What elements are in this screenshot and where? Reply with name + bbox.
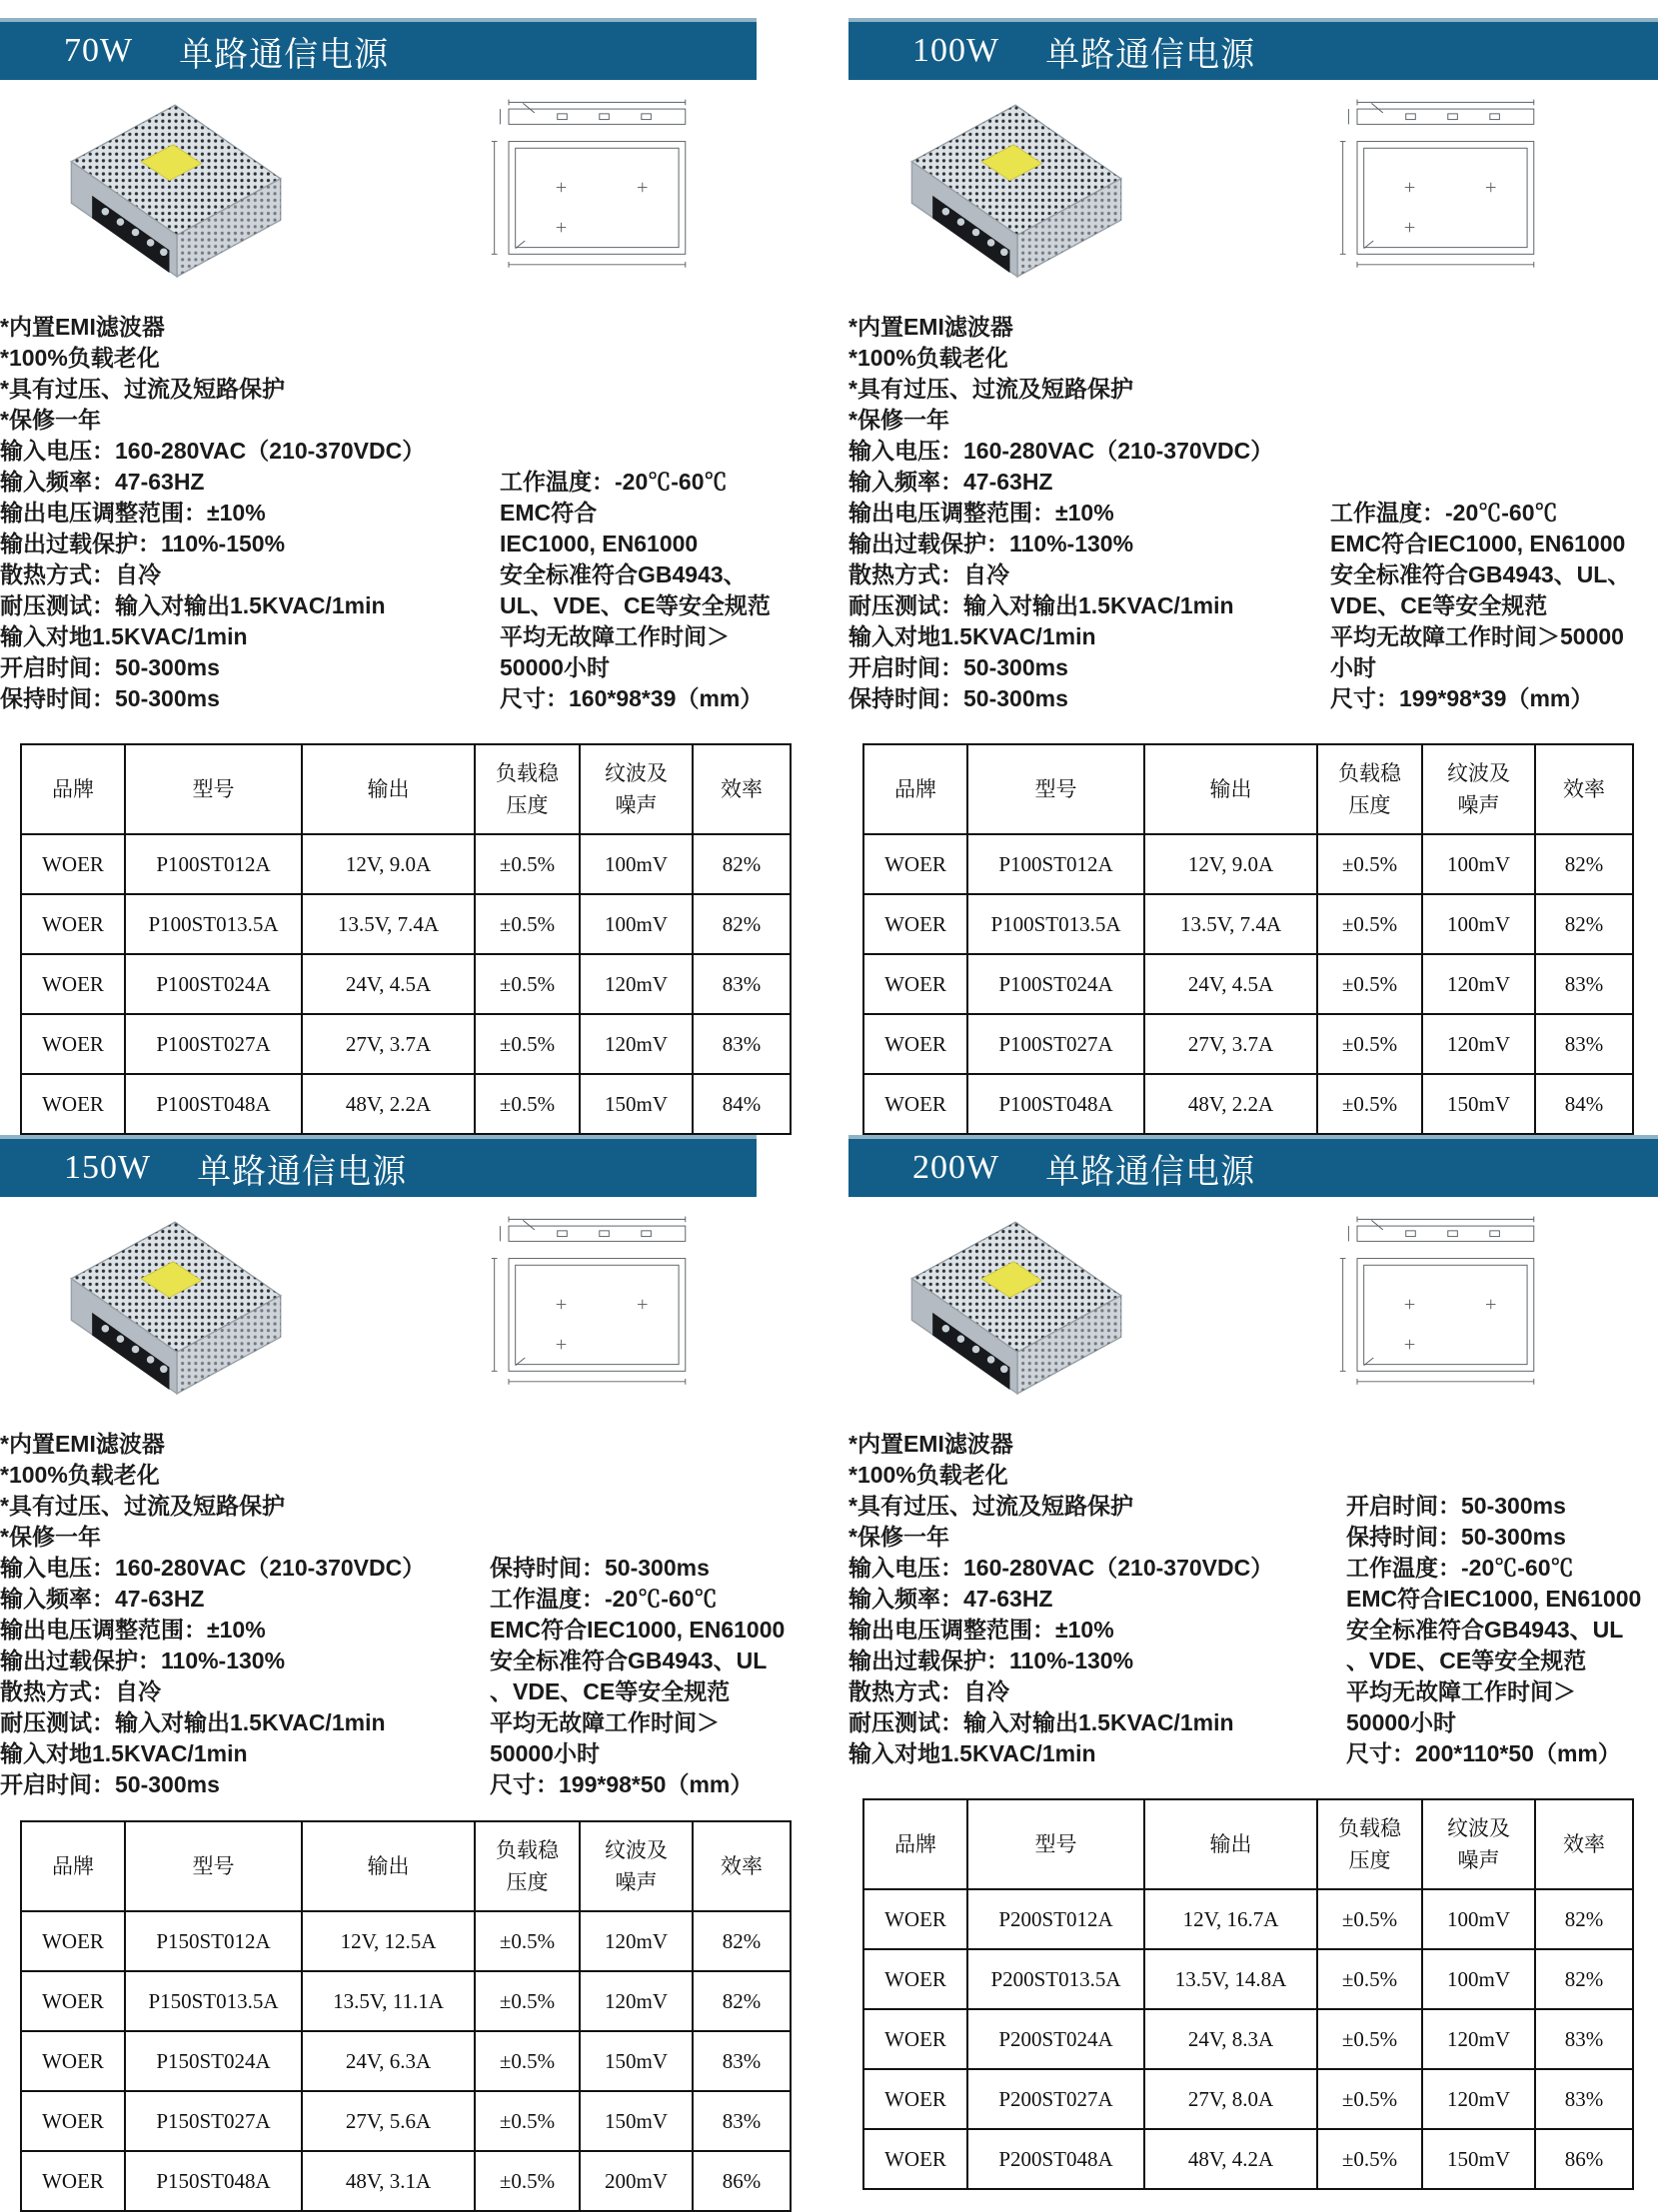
table-cell: P100ST012A [125,834,302,894]
section-title: 单路通信电源 [1045,1153,1256,1191]
spec-line: 输入电压：160-280VAC（210-370VDC） [848,438,1274,464]
table-cell: ±0.5% [475,1074,580,1134]
spec-line: 输出电压调整范围：±10% [848,500,1114,526]
table-cell: ±0.5% [1317,894,1422,954]
spec-line: 输出电压调整范围：±10% [848,1617,1114,1643]
spec-line: 50000小时 [500,654,610,680]
table-cell: ±0.5% [1317,2009,1422,2069]
table-row [863,2129,1633,2189]
spec-table [862,1798,1634,2190]
table-cell: WOER [863,1949,967,2009]
table-cell: 120mV [1422,2069,1535,2129]
feature-line: *100%负载老化 [0,1462,160,1488]
table-row [863,894,1633,954]
section-200w [848,1135,1658,2212]
spec-line: 输出电压调整范围：±10% [0,1617,266,1643]
product-photo [886,1209,1148,1407]
table-cell: 100mV [1422,1889,1535,1949]
table-cell: 24V, 4.5A [1144,954,1317,1014]
table-cell: 27V, 3.7A [1144,1014,1317,1074]
media-row [0,1209,810,1421]
spec-line: 开启时间：50-300ms [0,654,220,680]
feature-line: *具有过压、过流及短路保护 [0,1493,285,1519]
table-cell: 120mV [1422,954,1535,1014]
column-header: 品牌 [21,1821,125,1911]
spec-line: 平均无故障工作时间＞ [1346,1678,1576,1704]
table-header-row [21,1821,791,1911]
table-cell: WOER [21,2151,125,2211]
media-row [0,92,810,304]
spec-column-right [1346,1491,1641,1769]
table-cell: 24V, 4.5A [302,954,475,1014]
spec-line: 开启时间：50-300ms [0,1771,220,1797]
table-cell: P100ST027A [967,1014,1144,1074]
spec-line: 平均无故障工作时间＞ [500,623,730,649]
table-cell: 48V, 2.2A [302,1074,475,1134]
media-row [848,1209,1658,1421]
table-cell: P150ST012A [125,1911,302,1971]
column-header: 型号 [125,1821,302,1911]
product-photo [46,92,308,290]
table-cell: 120mV [580,1971,693,2031]
spec-line: 输出过载保护：110%-130% [0,1648,286,1673]
table-header-row [863,744,1633,834]
column-header: 纹波及噪声 [580,1821,693,1911]
table-cell: 24V, 6.3A [302,2031,475,2091]
table-cell: ±0.5% [475,1014,580,1074]
table-cell: 82% [693,894,791,954]
spec-line: 散热方式：自冷 [848,561,1009,587]
feature-line: *具有过压、过流及短路保护 [848,376,1133,402]
table-cell: 83% [1535,1014,1633,1074]
spec-line: VDE、CE等安全规范 [1330,592,1548,618]
section-wattage: 100W [912,32,1000,69]
feature-line: *内置EMI滤波器 [0,1431,165,1457]
feature-line: *100%负载老化 [848,1462,1008,1488]
table-cell: ±0.5% [1317,2129,1422,2189]
dimension-drawing [466,92,724,280]
spec-line: 安全标准符合GB4943、UL [1346,1617,1624,1643]
table-cell: 120mV [1422,2009,1535,2069]
column-header: 输出 [1144,744,1317,834]
table-cell: P150ST024A [125,2031,302,2091]
feature-line: *保修一年 [848,1524,949,1550]
spec-line: 、VDE、CE等安全规范 [490,1678,731,1704]
spec-line: 保持时间：50-300ms [490,1555,710,1581]
table-cell: ±0.5% [475,2151,580,2211]
table-cell: 48V, 2.2A [1144,1074,1317,1134]
column-header: 品牌 [21,744,125,834]
spec-line: 小时 [1330,654,1376,680]
table-cell: WOER [21,1014,125,1074]
table-cell: 27V, 5.6A [302,2091,475,2151]
spec-line: 耐压测试：输入对输出1.5KVAC/1min [848,592,1234,618]
spec-block [0,1429,810,1802]
section-title: 单路通信电源 [197,1153,408,1191]
table-row [863,954,1633,1014]
feature-line: *具有过压、过流及短路保护 [0,376,285,402]
table-cell: 83% [1535,2009,1633,2069]
spec-line: EMC符合IEC1000, EN61000 [1330,531,1626,556]
spec-line: 工作温度：-20℃-60℃ [500,469,728,495]
table-cell: ±0.5% [1317,1949,1422,2009]
table-cell: WOER [21,2031,125,2091]
column-header: 品牌 [863,1799,967,1889]
table-cell: ±0.5% [475,954,580,1014]
table-cell: P150ST027A [125,2091,302,2151]
spec-table [862,743,1634,1135]
table-row [863,834,1633,894]
table-cell: 12V, 16.7A [1144,1889,1317,1949]
section-150w [0,1135,810,2212]
table-cell: 84% [1535,1074,1633,1134]
feature-list [0,312,810,436]
section-header [848,1135,1658,1197]
spec-line: 保持时间：50-300ms [848,685,1068,711]
spec-line: 平均无故障工作时间＞50000 [1330,623,1624,649]
spec-line: 输入频率：47-63HZ [0,469,205,495]
section-wattage: 70W [64,32,134,69]
table-cell: 83% [1535,2069,1633,2129]
media-row [848,92,1658,304]
spec-table [20,743,792,1135]
column-header: 型号 [125,744,302,834]
table-cell: 27V, 3.7A [302,1014,475,1074]
table-cell: 83% [693,2091,791,2151]
spec-line: 开启时间：50-300ms [1346,1493,1566,1519]
column-header: 负载稳压度 [475,744,580,834]
feature-line: *100%负载老化 [0,345,160,371]
table-row [863,1014,1633,1074]
table-cell: 200mV [580,2151,693,2211]
spec-line: 尺寸：200*110*50（mm） [1346,1740,1621,1766]
table-row [21,2091,791,2151]
spec-line: EMC符合 [500,500,598,526]
spec-line: UL、VDE、CE等安全规范 [500,592,771,618]
table-cell: ±0.5% [1317,1889,1422,1949]
spec-line: 输入频率：47-63HZ [0,1586,205,1612]
spec-line: 输出电压调整范围：±10% [0,500,266,526]
spec-line: 输入对地1.5KVAC/1min [848,1740,1096,1766]
table-cell: 150mV [580,1074,693,1134]
spec-line: EMC符合IEC1000, EN61000 [1346,1586,1642,1612]
table-cell: 12V, 9.0A [1144,834,1317,894]
column-header: 型号 [967,744,1144,834]
column-header: 输出 [1144,1799,1317,1889]
table-cell: P150ST013.5A [125,1971,302,2031]
table-cell: P100ST048A [125,1074,302,1134]
table-cell: P100ST024A [125,954,302,1014]
table-row [863,2009,1633,2069]
dimension-drawing [1314,1209,1572,1397]
spec-line: 散热方式：自冷 [0,1678,161,1704]
spec-line: 输入对地1.5KVAC/1min [0,623,248,649]
table-row [863,1949,1633,2009]
spec-line: 平均无故障工作时间＞ [490,1709,720,1735]
table-cell: 86% [693,2151,791,2211]
table-cell: 100mV [1422,894,1535,954]
table-header-row [21,744,791,834]
feature-line: *保修一年 [0,407,101,433]
section-wattage: 200W [912,1149,1000,1186]
spec-block [848,1429,1658,1770]
table-cell: WOER [863,1014,967,1074]
table-cell: 82% [1535,1889,1633,1949]
table-cell: 12V, 9.0A [302,834,475,894]
table-cell: 150mV [1422,2129,1535,2189]
column-header: 效率 [1535,1799,1633,1889]
table-cell: 13.5V, 14.8A [1144,1949,1317,2009]
table-row [21,1074,791,1134]
table-cell: WOER [21,1074,125,1134]
spec-line: 开启时间：50-300ms [848,654,1068,680]
spec-column-right [490,1553,785,1800]
table-cell: 120mV [580,954,693,1014]
table-cell: P100ST013.5A [967,894,1144,954]
column-header: 负载稳压度 [1317,1799,1422,1889]
column-header: 负载稳压度 [475,1821,580,1911]
table-cell: P100ST013.5A [125,894,302,954]
spec-line: 工作温度：-20℃-60℃ [1346,1555,1574,1581]
table-cell: P200ST048A [967,2129,1144,2189]
table-cell: 120mV [580,1014,693,1074]
table-row [21,834,791,894]
table-cell: 150mV [1422,1074,1535,1134]
table-cell: 48V, 3.1A [302,2151,475,2211]
spec-line: 安全标准符合GB4943、UL [490,1648,768,1673]
section-header [0,18,757,80]
spec-block [0,312,810,715]
table-cell: 150mV [580,2091,693,2151]
table-cell: 100mV [1422,834,1535,894]
table-cell: 13.5V, 7.4A [302,894,475,954]
spec-line: 、VDE、CE等安全规范 [1346,1648,1587,1673]
table-cell: 100mV [1422,1949,1535,2009]
table-cell: P100ST024A [967,954,1144,1014]
feature-line: *保修一年 [848,407,949,433]
dimension-drawing [1314,92,1572,280]
feature-line: *具有过压、过流及短路保护 [848,1493,1133,1519]
spec-line: 安全标准符合GB4943、UL、 [1330,561,1631,587]
table-cell: 13.5V, 7.4A [1144,894,1317,954]
spec-line: 50000小时 [490,1740,600,1766]
table-cell: WOER [863,834,967,894]
table-cell: 100mV [580,834,693,894]
table-cell: ±0.5% [475,2031,580,2091]
table-cell: WOER [21,2091,125,2151]
table-cell: 83% [693,954,791,1014]
column-header: 纹波及噪声 [1422,744,1535,834]
spec-column-right [1330,498,1630,714]
spec-block [848,312,1658,715]
feature-line: *100%负载老化 [848,345,1008,371]
spec-line: 输入频率：47-63HZ [848,1586,1053,1612]
table-cell: P100ST048A [967,1074,1144,1134]
table-cell: 12V, 12.5A [302,1911,475,1971]
table-cell: ±0.5% [475,2091,580,2151]
feature-line: *内置EMI滤波器 [848,1431,1013,1457]
spec-line: 输出过载保护：110%-150% [0,531,286,556]
table-cell: 82% [693,1911,791,1971]
table-cell: WOER [863,1889,967,1949]
table-cell: 86% [1535,2129,1633,2189]
table-cell: 83% [693,1014,791,1074]
table-row [21,1971,791,2031]
section-header [848,18,1658,80]
table-cell: WOER [863,2069,967,2129]
spec-line: 耐压测试：输入对输出1.5KVAC/1min [0,592,386,618]
spec-line: 工作温度：-20℃-60℃ [1330,500,1558,526]
spec-line: 输入对地1.5KVAC/1min [848,623,1096,649]
spec-column-right [500,467,771,714]
table-cell: 83% [693,2031,791,2091]
column-header: 效率 [693,744,791,834]
feature-line: *内置EMI滤波器 [848,314,1013,340]
feature-list [848,312,1658,436]
table-cell: P100ST012A [967,834,1144,894]
column-header: 纹波及噪声 [1422,1799,1535,1889]
table-cell: WOER [21,954,125,1014]
spec-line: 保持时间：50-300ms [1346,1524,1566,1550]
table-cell: ±0.5% [475,1971,580,2031]
spec-line: 尺寸：199*98*50（mm） [490,1771,754,1797]
table-cell: WOER [21,1971,125,2031]
column-header: 输出 [302,744,475,834]
spec-line: 输入电压：160-280VAC（210-370VDC） [0,438,426,464]
spec-line: IEC1000, EN61000 [500,531,699,556]
table-cell: WOER [863,954,967,1014]
section-header [0,1135,757,1197]
table-cell: P200ST012A [967,1889,1144,1949]
table-cell: 82% [693,1971,791,2031]
spec-line: 输入频率：47-63HZ [848,469,1053,495]
table-cell: 83% [1535,954,1633,1014]
spec-line: 尺寸：160*98*39（mm） [500,685,764,711]
spec-line: EMC符合IEC1000, EN61000 [490,1617,786,1643]
table-cell: P200ST027A [967,2069,1144,2129]
table-cell: P100ST027A [125,1014,302,1074]
table-cell: 82% [693,834,791,894]
table-cell: ±0.5% [475,894,580,954]
table-cell: 100mV [580,894,693,954]
dimension-drawing [466,1209,724,1397]
table-cell: WOER [21,834,125,894]
table-cell: 120mV [1422,1014,1535,1074]
column-header: 纹波及噪声 [580,744,693,834]
spec-line: 耐压测试：输入对输出1.5KVAC/1min [848,1709,1234,1735]
table-cell: 82% [1535,834,1633,894]
table-row [863,2069,1633,2129]
table-cell: WOER [863,1074,967,1134]
table-header-row [863,1799,1633,1889]
table-cell: 48V, 4.2A [1144,2129,1317,2189]
column-header: 品牌 [863,744,967,834]
section-70w [0,18,810,1135]
table-cell: ±0.5% [475,1911,580,1971]
section-wattage: 150W [64,1149,152,1186]
table-cell: WOER [863,2129,967,2189]
table-row [21,1014,791,1074]
table-cell: P200ST024A [967,2009,1144,2069]
spec-line: 输入电压：160-280VAC（210-370VDC） [848,1555,1274,1581]
spec-table [20,1820,792,2212]
column-header: 效率 [693,1821,791,1911]
table-row [21,1911,791,1971]
table-cell: 120mV [580,1911,693,1971]
table-cell: 84% [693,1074,791,1134]
spec-line: 散热方式：自冷 [0,561,161,587]
table-cell: P150ST048A [125,2151,302,2211]
table-row [21,2151,791,2211]
column-header: 效率 [1535,744,1633,834]
product-photo [46,1209,308,1407]
table-cell: ±0.5% [1317,834,1422,894]
table-cell: 82% [1535,1949,1633,2009]
table-row [863,1074,1633,1134]
spec-line: 安全标准符合GB4943、 [500,561,747,587]
spec-line: 输出过载保护：110%-130% [848,531,1134,556]
spec-line: 输出过载保护：110%-130% [848,1648,1134,1673]
table-cell: 24V, 8.3A [1144,2009,1317,2069]
spec-line: 50000小时 [1346,1709,1456,1735]
feature-list [0,1429,810,1553]
table-cell: WOER [21,894,125,954]
table-cell: ±0.5% [1317,1074,1422,1134]
spec-line: 耐压测试：输入对输出1.5KVAC/1min [0,1709,386,1735]
table-row [21,894,791,954]
feature-line: *内置EMI滤波器 [0,314,165,340]
table-cell: ±0.5% [475,834,580,894]
table-cell: 27V, 8.0A [1144,2069,1317,2129]
table-cell: 82% [1535,894,1633,954]
table-cell: P200ST013.5A [967,1949,1144,2009]
spec-line: 工作温度：-20℃-60℃ [490,1586,718,1612]
section-title: 单路通信电源 [1045,36,1256,74]
column-header: 输出 [302,1821,475,1911]
table-cell: 13.5V, 11.1A [302,1971,475,2031]
table-cell: WOER [21,1911,125,1971]
column-header: 型号 [967,1799,1144,1889]
spec-line: 散热方式：自冷 [848,1678,1009,1704]
table-cell: ±0.5% [1317,954,1422,1014]
table-cell: 150mV [580,2031,693,2091]
spec-line: 输入电压：160-280VAC（210-370VDC） [0,1555,426,1581]
table-row [21,2031,791,2091]
table-row [21,954,791,1014]
table-cell: WOER [863,2009,967,2069]
table-cell: ±0.5% [1317,1014,1422,1074]
spec-line: 保持时间：50-300ms [0,685,220,711]
section-title: 单路通信电源 [179,36,390,74]
product-photo [886,92,1148,290]
spec-line: 尺寸：199*98*39（mm） [1330,685,1594,711]
column-header: 负载稳压度 [1317,744,1422,834]
table-cell: WOER [863,894,967,954]
table-cell: ±0.5% [1317,2069,1422,2129]
table-row [863,1889,1633,1949]
section-100w [848,18,1658,1135]
feature-line: *保修一年 [0,1524,101,1550]
spec-line: 输入对地1.5KVAC/1min [0,1740,248,1766]
